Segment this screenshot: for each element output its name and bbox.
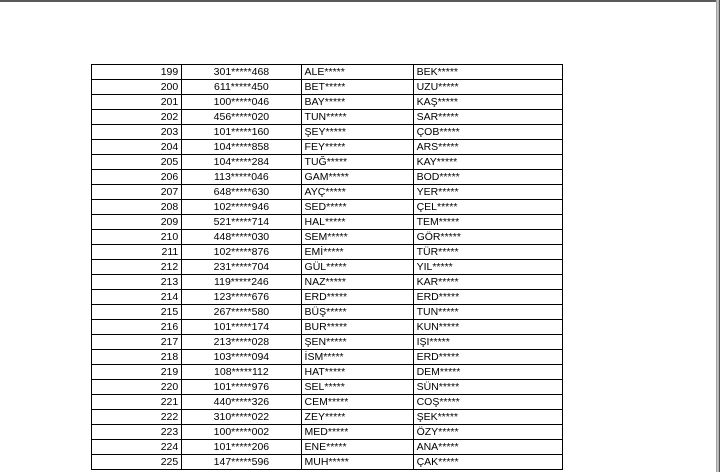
masked-surname-cell: UZU*****: [413, 80, 562, 95]
masked-surname-cell: ÇAK*****: [413, 455, 562, 470]
masked-surname-cell: DEM*****: [413, 365, 562, 380]
table-row: [92, 365, 563, 380]
table-row: [92, 440, 563, 455]
row-number-cell: 224: [92, 440, 182, 455]
row-number-cell: 206: [92, 170, 182, 185]
table-row: [92, 245, 563, 260]
row-number-cell: 203: [92, 125, 182, 140]
masked-id-cell: 456*****020: [182, 110, 301, 125]
row-number-cell: 209: [92, 215, 182, 230]
masked-surname-cell: COŞ*****: [413, 395, 562, 410]
masked-surname-cell: KUN*****: [413, 320, 562, 335]
masked-name-cell: BAY*****: [301, 95, 413, 110]
masked-id-cell: 108*****112: [182, 365, 301, 380]
table-row: [92, 110, 563, 125]
masked-id-cell: 213*****028: [182, 335, 301, 350]
masked-surname-cell: IŞI*****: [413, 335, 562, 350]
masked-surname-cell: TUN*****: [413, 305, 562, 320]
table-row: [92, 350, 563, 365]
table-row: [92, 455, 563, 470]
masked-surname-cell: BEK*****: [413, 65, 562, 80]
window-right-border: [716, 0, 720, 472]
masked-name-cell: BÜŞ*****: [301, 305, 413, 320]
masked-name-cell: HAL*****: [301, 215, 413, 230]
row-number-cell: 216: [92, 320, 182, 335]
table-row: [92, 80, 563, 95]
masked-name-cell: CEM*****: [301, 395, 413, 410]
row-number-cell: 202: [92, 110, 182, 125]
masked-id-cell: 103*****094: [182, 350, 301, 365]
masked-name-cell: NAZ*****: [301, 275, 413, 290]
masked-surname-cell: SÜN*****: [413, 380, 562, 395]
table-row: [92, 140, 563, 155]
masked-id-cell: 100*****002: [182, 425, 301, 440]
row-number-cell: 200: [92, 80, 182, 95]
row-number-cell: 225: [92, 455, 182, 470]
masked-surname-cell: ÖZY*****: [413, 425, 562, 440]
table-row: [92, 200, 563, 215]
row-number-cell: 208: [92, 200, 182, 215]
masked-name-cell: MED*****: [301, 425, 413, 440]
masked-surname-cell: ERD*****: [413, 290, 562, 305]
table-row: [92, 380, 563, 395]
row-number-cell: 220: [92, 380, 182, 395]
table-row: [92, 155, 563, 170]
masked-surname-cell: YER*****: [413, 185, 562, 200]
table-row: [92, 395, 563, 410]
table-row: [92, 425, 563, 440]
masked-surname-cell: ERD*****: [413, 350, 562, 365]
table-row: [92, 275, 563, 290]
row-number-cell: 201: [92, 95, 182, 110]
masked-id-cell: 648*****630: [182, 185, 301, 200]
masked-name-cell: GAM*****: [301, 170, 413, 185]
masked-name-cell: SEL*****: [301, 380, 413, 395]
masked-surname-cell: BOD*****: [413, 170, 562, 185]
table-row: [92, 410, 563, 425]
row-number-cell: 217: [92, 335, 182, 350]
masked-id-cell: 102*****876: [182, 245, 301, 260]
masked-surname-cell: YIL*****: [413, 260, 562, 275]
table-row: [92, 320, 563, 335]
masked-surname-cell: ÇEL*****: [413, 200, 562, 215]
masked-name-cell: TUĞ*****: [301, 155, 413, 170]
masked-surname-cell: KAR*****: [413, 275, 562, 290]
masked-name-cell: MUH*****: [301, 455, 413, 470]
masked-name-cell: İSM*****: [301, 350, 413, 365]
row-number-cell: 213: [92, 275, 182, 290]
masked-name-cell: SED*****: [301, 200, 413, 215]
masked-name-cell: HAT*****: [301, 365, 413, 380]
masked-id-cell: 147*****596: [182, 455, 301, 470]
table-row: [92, 305, 563, 320]
row-number-cell: 215: [92, 305, 182, 320]
masked-surname-cell: SAR*****: [413, 110, 562, 125]
masked-id-cell: 267*****580: [182, 305, 301, 320]
row-number-cell: 222: [92, 410, 182, 425]
masked-name-cell: ENE*****: [301, 440, 413, 455]
masked-name-cell: ŞEN*****: [301, 335, 413, 350]
table-row: [92, 335, 563, 350]
masked-surname-cell: KAŞ*****: [413, 95, 562, 110]
row-number-cell: 210: [92, 230, 182, 245]
masked-id-cell: 440*****326: [182, 395, 301, 410]
masked-id-cell: 101*****174: [182, 320, 301, 335]
masked-id-cell: 611*****450: [182, 80, 301, 95]
masked-id-cell: 101*****206: [182, 440, 301, 455]
masked-name-cell: TUN*****: [301, 110, 413, 125]
table-row: [92, 230, 563, 245]
masked-id-cell: 113*****046: [182, 170, 301, 185]
row-number-cell: 223: [92, 425, 182, 440]
masked-surname-cell: GÖR*****: [413, 230, 562, 245]
masked-name-cell: EMİ*****: [301, 245, 413, 260]
masked-surname-cell: TEM*****: [413, 215, 562, 230]
row-number-cell: 221: [92, 395, 182, 410]
masked-id-cell: 119*****246: [182, 275, 301, 290]
row-number-cell: 199: [92, 65, 182, 80]
masked-id-cell: 102*****946: [182, 200, 301, 215]
masked-surname-cell: ARS*****: [413, 140, 562, 155]
masked-surname-cell: ÇOB*****: [413, 125, 562, 140]
masked-name-cell: SEM*****: [301, 230, 413, 245]
table-row: [92, 95, 563, 110]
masked-id-cell: 448*****030: [182, 230, 301, 245]
masked-name-cell: FEY*****: [301, 140, 413, 155]
records-table: [91, 64, 563, 470]
row-number-cell: 212: [92, 260, 182, 275]
row-number-cell: 207: [92, 185, 182, 200]
row-number-cell: 211: [92, 245, 182, 260]
row-number-cell: 218: [92, 350, 182, 365]
masked-id-cell: 310*****022: [182, 410, 301, 425]
table-row: [92, 260, 563, 275]
table-row: [92, 65, 563, 80]
masked-surname-cell: KAY*****: [413, 155, 562, 170]
masked-id-cell: 301*****468: [182, 65, 301, 80]
masked-name-cell: BET*****: [301, 80, 413, 95]
masked-name-cell: ZEY*****: [301, 410, 413, 425]
table-row: [92, 170, 563, 185]
masked-id-cell: 100*****046: [182, 95, 301, 110]
row-number-cell: 204: [92, 140, 182, 155]
table-row: [92, 215, 563, 230]
masked-name-cell: AYÇ*****: [301, 185, 413, 200]
records-table-body: [92, 65, 563, 470]
row-number-cell: 219: [92, 365, 182, 380]
table-row: [92, 185, 563, 200]
masked-name-cell: BUR*****: [301, 320, 413, 335]
table-row: [92, 290, 563, 305]
masked-surname-cell: ŞEK*****: [413, 410, 562, 425]
masked-id-cell: 231*****704: [182, 260, 301, 275]
masked-name-cell: GÜL*****: [301, 260, 413, 275]
masked-id-cell: 104*****284: [182, 155, 301, 170]
masked-id-cell: 104*****858: [182, 140, 301, 155]
masked-name-cell: ALE*****: [301, 65, 413, 80]
masked-name-cell: ERD*****: [301, 290, 413, 305]
document-page: [0, 2, 716, 472]
masked-id-cell: 123*****676: [182, 290, 301, 305]
masked-id-cell: 101*****976: [182, 380, 301, 395]
masked-surname-cell: ANA*****: [413, 440, 562, 455]
masked-name-cell: ŞEY*****: [301, 125, 413, 140]
masked-id-cell: 521*****714: [182, 215, 301, 230]
masked-id-cell: 101*****160: [182, 125, 301, 140]
row-number-cell: 205: [92, 155, 182, 170]
masked-surname-cell: TÜR*****: [413, 245, 562, 260]
row-number-cell: 214: [92, 290, 182, 305]
table-row: [92, 125, 563, 140]
